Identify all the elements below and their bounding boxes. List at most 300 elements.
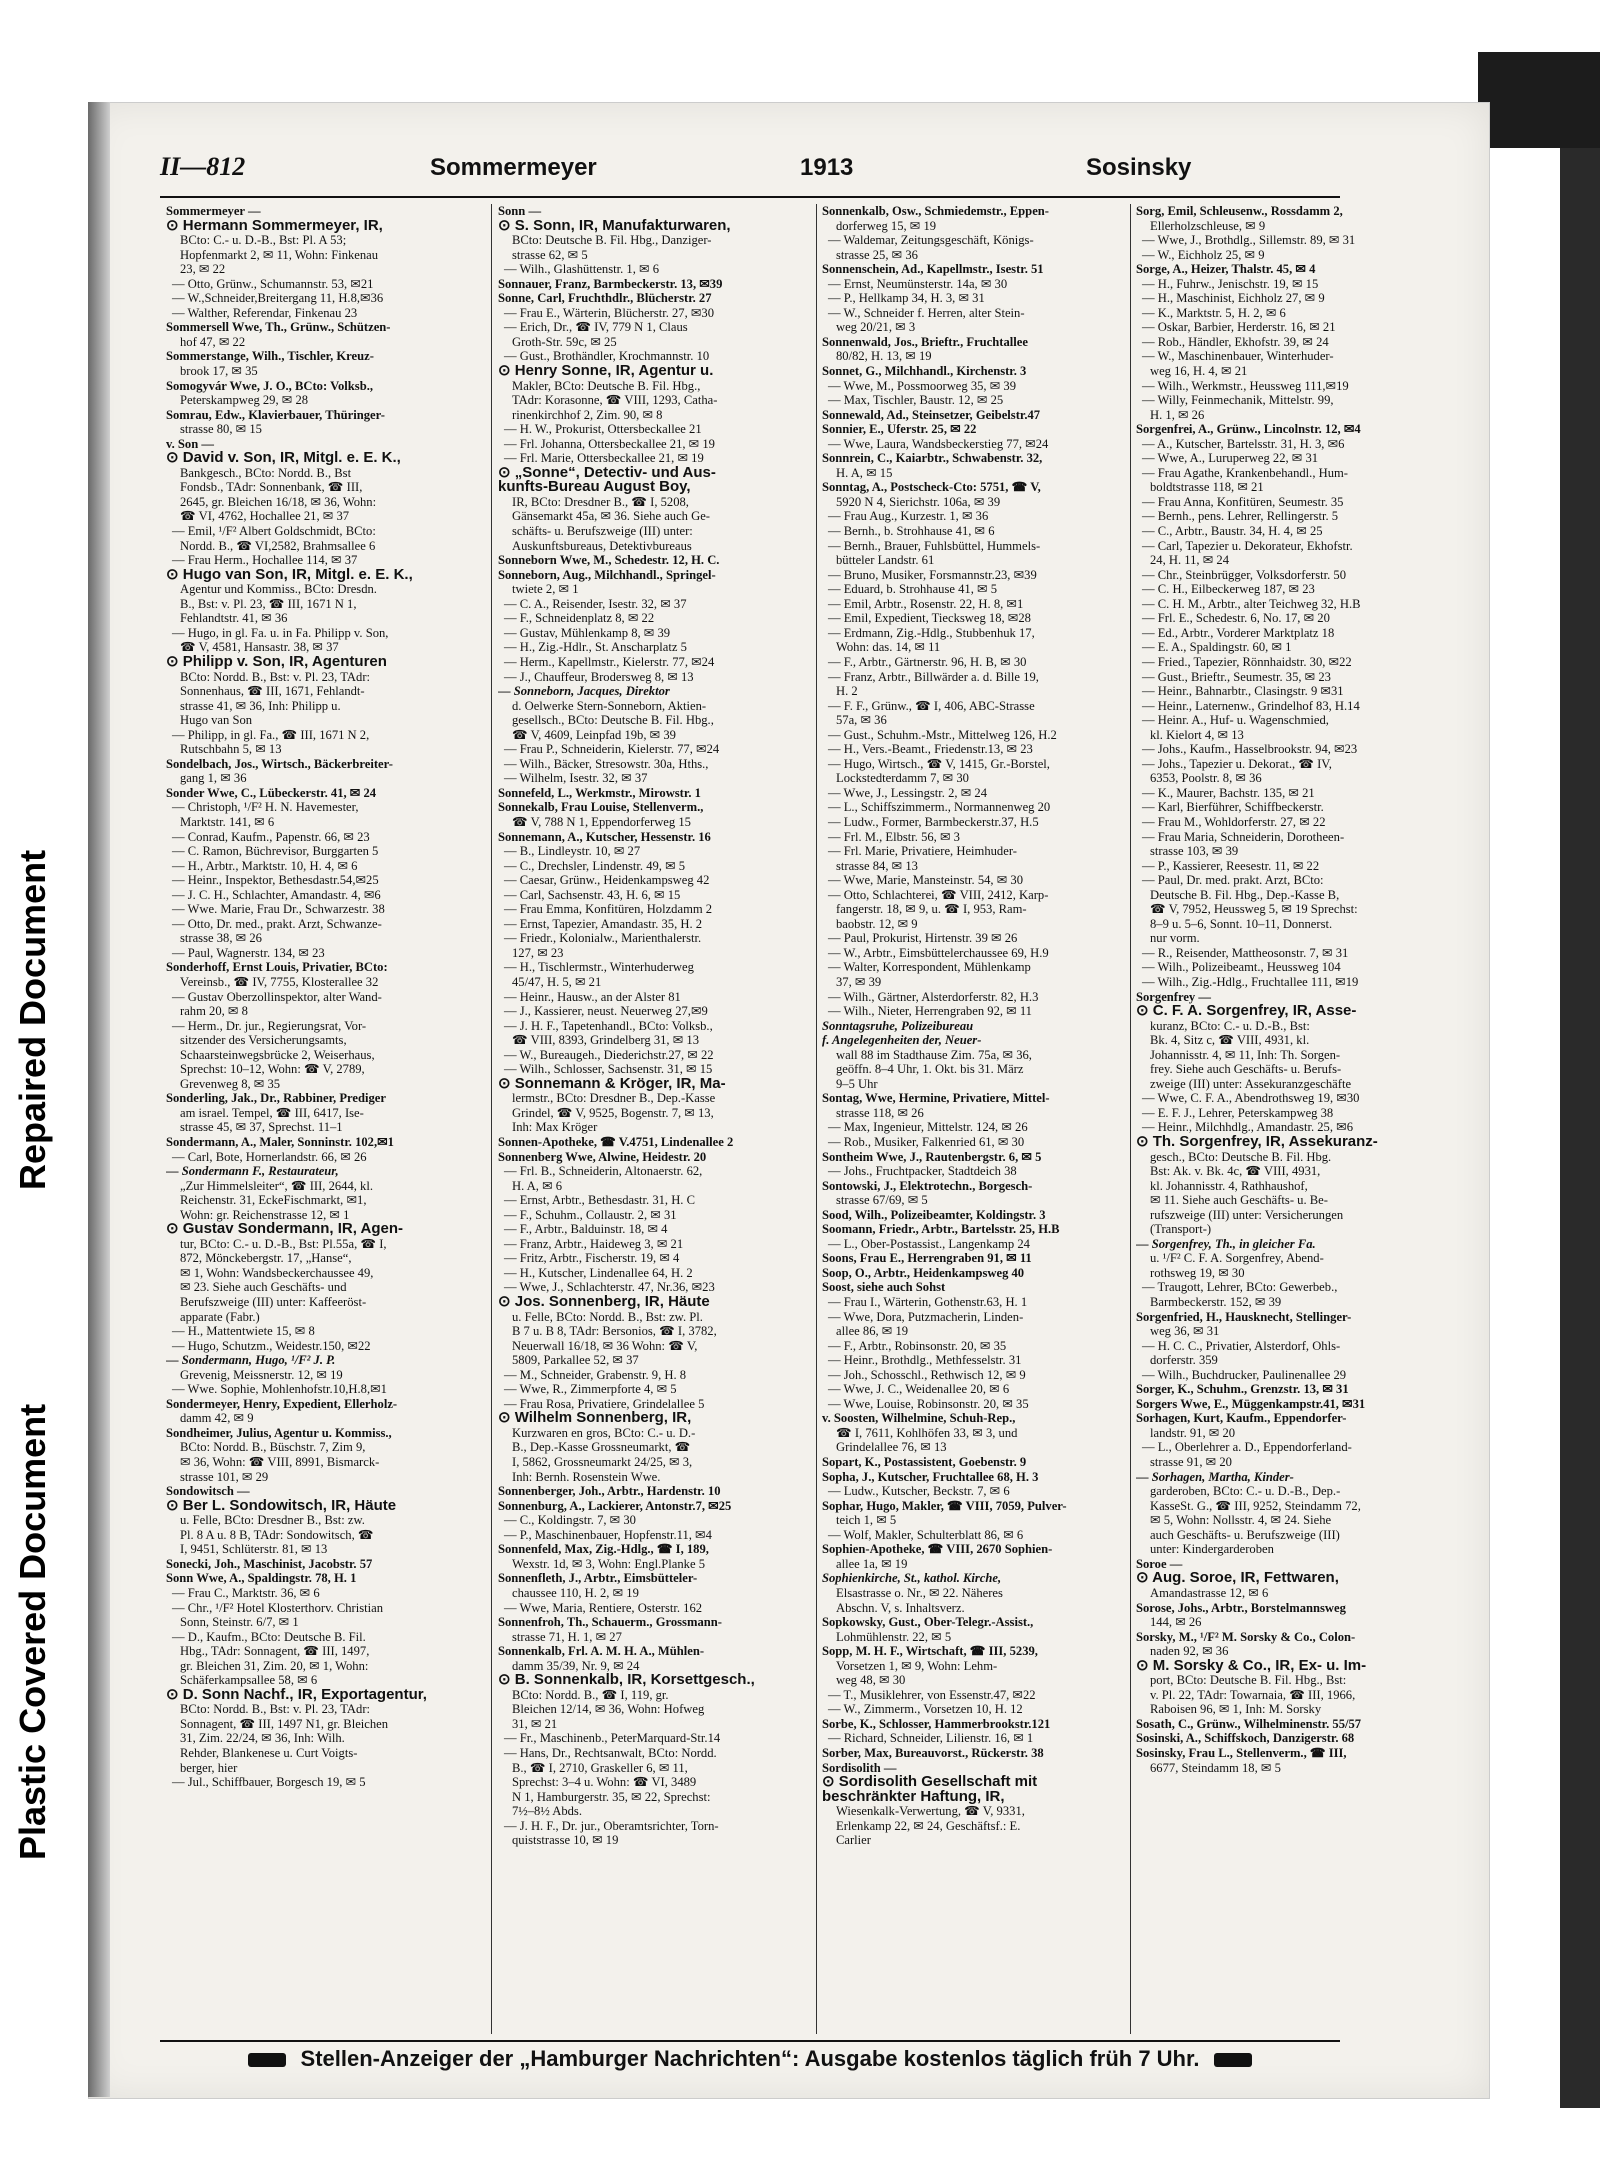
directory-entry: ☎ VIII, 8393, Grindelberg 31, ✉ 13 [512,1033,700,1048]
directory-entry: — H., Arbtr., Marktstr. 10, H. 4, ✉ 6 [172,858,358,873]
directory-entry: Sorsky, M., ¹/F² M. Sorsky & Co., Colon- [1136,1629,1356,1644]
directory-entry: H. 2 [836,684,858,699]
directory-entry: hof 47, ✉ 22 [180,334,246,349]
directory-entry: — Bernh., pens. Lehrer, Rellingerstr. 5 [1142,509,1339,524]
directory-entry: strasse 103, ✉ 39 [1150,844,1239,859]
directory-entry: Sonnekalb, Frau Louise, Stellenverm., [498,800,704,815]
directory-entry: Sopkowsky, Gust., Ober-Telegr.-Assist., [822,1615,1034,1630]
directory-entry: — Wwe, J. C., Weidenallee 20, ✉ 6 [828,1382,1010,1397]
directory-entry: — Frau I., Wärterin, Gothenstr.63, H. 1 [828,1295,1028,1310]
directory-entry: — J., Kassierer, neust. Neuerweg 27,✉9 [504,1004,708,1019]
directory-entry: ⊙ Hermann Sommermeyer, IR, [166,218,383,234]
directory-entry: Sopha, J., Kutscher, Fruchtallee 68, H. 3 [822,1469,1039,1484]
directory-entry: lermstr., BCto: Dresdner B., Dep.-Kasse [512,1091,716,1106]
directory-entry: — J. H. F., Dr. jur., Oberamtsrichter, Torn- [504,1818,719,1833]
directory-entry: strasse 71, H. 1, ✉ 27 [512,1629,622,1644]
directory-entry: BCto: Nordd. B., Bst: v. Pl. 23, TAdr: [180,669,371,684]
directory-entry: — T., Musiklehrer, von Essenstr.47, ✉22 [828,1687,1036,1702]
directory-entry: — Fried., Tapezier, Rönnhaidstr. 30, ✉22 [1142,654,1352,669]
directory-entry: Lockstedterdamm 7, ✉ 30 [836,771,969,786]
directory-entry: Sonder Wwe, C., Lübeckerstr. 41, ✉ 24 [166,785,377,800]
directory-entry: „Zur Himmelsleiter“, ☎ III, 2644, kl. [180,1178,373,1193]
directory-entry: — Max, Ingenieur, Mittelstr. 124, ✉ 26 [828,1120,1028,1135]
directory-entry: ☎ VI, 4762, Hochallee 21, ✉ 37 [180,509,350,524]
directory-entry: — Heinr., Laternenw., Grindelhof 83, H.14 [1142,698,1360,713]
directory-entry: — Rob., Musiker, Falkenried 61, ✉ 30 [828,1135,1025,1149]
directory-entry: geöffn. 8–4 Uhr, 1. Okt. bis 31. März [836,1062,1024,1077]
directory-entry: u. ¹/F² C. F. A. Sorgenfrey, Abend- [1150,1251,1324,1266]
directory-entry: rahm 20, ✉ 8 [180,1004,248,1019]
directory-entry: — P., Maschinenbauer, Hopfenstr.11, ✉4 [504,1527,712,1542]
directory-entry: — Willy, Feinmechanik, Mittelstr. 99, [1142,393,1334,408]
directory-entry: Sonnagent, ☎ III, 1497 N1, gr. Bleichen [180,1716,389,1731]
directory-entry: — Franz, Arbtr., Billwärder a. d. Bille 19, [828,669,1039,684]
directory-entry: I, 5862, Grossneumarkt 24/25, ✉ 3, [512,1455,693,1470]
directory-entry: — Paul, Dr. med. prakt. Arzt, BCto: [1142,873,1324,888]
directory-entry: sitzender des Versicherungsamts, [180,1033,347,1048]
directory-entry: — Erich, Dr., ☎ IV, 779 N 1, Claus [504,320,688,335]
directory-entry: Berufszweige (III) unter: Kaffeeröst- [180,1295,367,1310]
column-divider [1130,204,1131,2034]
directory-entry: — Gustav Oberzollinspektor, alter Wand- [172,989,382,1004]
directory-entry: Peterskampweg 29, ✉ 28 [180,393,309,408]
directory-entry: Inh: Bernh. Rosenstein Wwe. [512,1469,661,1484]
column-3 [822,204,1134,2032]
directory-entry: bütteler Landstr. 61 [836,553,935,568]
footer-text: Stellen-Anzeiger der „Hamburger Nachrichten“: Ausgabe kostenlos täglich früh 7 Uhr. [300,2046,1200,2071]
directory-entry: — Gustav, Mühlenkamp 8, ✉ 39 [504,625,671,640]
directory-entry: Johannisstr. 4, ✉ 11, Inh: Th. Sorgen- [1150,1047,1341,1062]
directory-entry: — Chr., ¹/F² Hotel Klosterthorv. Christian [172,1600,384,1615]
directory-entry: ⊙ Sonnemann & Kröger, IR, Ma- [498,1076,726,1092]
column-2 [498,204,810,2032]
directory-entry: port, BCto: Deutsche B. Fil. Hbg., Bst: [1150,1673,1347,1688]
directory-entry: ⊙ M. Sorsky & Co., IR, Ex- u. Im- [1136,1658,1367,1674]
directory-entry: — Paul, Prokurist, Hirtenstr. 39 ✉ 26 [828,931,1018,946]
directory-entry: tur, BCto: C.- u. D.-B., Bst: Pl.55a, ☎ I, [180,1236,387,1251]
directory-entry: — W., Arbtr., Eimsbüttelerchaussee 69, H.9 [828,945,1049,960]
directory-entry: Sprechst: 3–4 u. Wohn: ☎ VI, 3489 [512,1775,697,1790]
directory-entry: d. Oelwerke Stern-Sonneborn, Aktien- [512,698,707,713]
directory-entry: ⊙ D. Sonn Nachf., IR, Exportagentur, [166,1687,427,1703]
directory-entry: — Otto, Schlachterei, ☎ VIII, 2412, Karp- [828,887,1049,902]
directory-entry: Sorgenfried, H., Hausknecht, Stellinger- [1136,1309,1352,1324]
pointing-hand-icon [248,2053,286,2067]
directory-entry: 872, Mönckebergstr. 17, „Hanse“, [180,1251,352,1266]
directory-entry: Soomann, Friedr., Arbtr., Bartelsstr. 25, H.B [822,1222,1060,1237]
directory-entry: Sonnenfeld, Max, Zig.-Hdlg., ☎ I, 189, [498,1542,709,1557]
directory-entry: — H., Vers.-Beamt., Friedenstr.13, ✉ 23 [828,742,1033,757]
directory-entry: Agentur und Kommiss., BCto: Dresdn. [180,582,377,597]
directory-entry: — Sonneborn, Jacques, Direktor [498,684,670,699]
directory-entry: brook 17, ✉ 35 [180,364,258,379]
directory-entry: — Heinr., Inspektor, Bethesdastr.54,✉25 [172,873,379,888]
directory-entry: Sorber, Max, Bureauvorst., Rückerstr. 38 [822,1745,1044,1760]
directory-entry: — Frau Emma, Konfitüren, Holzdamm 2 [504,902,713,917]
column-1 [166,204,478,2032]
directory-entry: — Frau E., Wärterin, Blücherstr. 27, ✉30 [504,305,715,320]
directory-entry: — Carl, Bote, Hornerlandstr. 66, ✉ 26 [172,1149,367,1164]
directory-entry: — F., Schneidenplatz 8, ✉ 22 [504,611,655,626]
directory-entry: — Ludw., Former, Barmbeckerstr.37, H.5 [828,814,1039,829]
directory-entry: f. Angelegenheiten der, Neuer- [822,1033,982,1048]
directory-entry: Abschn. V, s. Inhaltsverz. [836,1600,965,1615]
directory-entry: Gänsemarkt 45a, ✉ 36. Siehe auch Ge- [512,509,710,524]
directory-entry: — Franz, Arbtr., Haideweg 3, ✉ 21 [504,1236,684,1251]
directory-entry: — H., Tischlermstr., Winterhuderweg [504,960,694,975]
directory-entry: kl. Kielort 4, ✉ 13 [1150,727,1244,742]
directory-entry: Sonnenkalb, Osw., Schmiedemstr., Eppen- [822,204,1049,218]
directory-entry: gang 1, ✉ 36 [180,771,247,786]
directory-entry: — Wilh., Schlosser, Sachsenstr. 31, ✉ 15 [504,1062,713,1077]
directory-entry: Bankgesch., BCto: Nordd. B., Bst [180,465,352,480]
directory-entry: — Frau C., Marktstr. 36, ✉ 6 [172,1585,320,1600]
directory-entry: (Transport-) [1150,1222,1212,1237]
footer-banner [160,2046,1340,2076]
directory-entry: — Emil, Arbtr., Rosenstr. 22, H. 8, ✉1 [828,596,1024,611]
directory-entry: N 1, Hamburgerstr. 35, ✉ 22, Sprechst: [512,1789,711,1804]
directory-entry: Grevenig, Meissnerstr. 12, ✉ 19 [180,1367,343,1382]
directory-entry: BCto: Nordd. B., Büschstr. 7, Zim 9, [180,1440,366,1455]
directory-entry: — F., Arbtr., Balduinstr. 18, ✉ 4 [504,1222,668,1237]
directory-entry: — Frl. B., Schneiderin, Altonaerstr. 62, [504,1164,703,1179]
directory-entry: — Hugo, in gl. Fa. u. in Fa. Philipp v. Son, [172,625,389,640]
directory-entry: — F. F., Grünw., ☎ I, 406, ABC-Strasse [828,698,1035,713]
directory-entry: — Christoph, ¹/F² H. N. Havemester, [172,800,359,815]
directory-entry: ⊙ „Sonne“, Detectiv- und Aus- [498,465,716,481]
directory-entry: 6353, Poolstr. 8, ✉ 36 [1150,771,1262,786]
directory-entry: — Wilh., Buchdrucker, Paulinenallee 29 [1142,1367,1347,1382]
directory-entry: Sosath, C., Grünw., Wilhelminenstr. 55/57 [1136,1716,1362,1731]
directory-entry: Sonn Wwe, A., Spaldingstr. 78, H. 1 [166,1571,357,1586]
directory-entry: Sonnenhaus, ☎ III, 1671, Fehlandt- [180,684,365,699]
column-divider [816,204,817,2034]
directory-entry: — Jul., Schiffbauer, Borgesch 19, ✉ 5 [172,1775,366,1790]
footer-rule [160,2040,1340,2042]
directory-entry: Reichenstr. 31, EckeFischmarkt, ✉1, [180,1193,367,1208]
directory-entry: Erlenkamp 22, ✉ 24, Geschäftsf.: E. [836,1818,1021,1833]
header-left-name: Sommermeyer [430,154,597,181]
directory-entry: — Frau P., Schneiderin, Kielerstr. 77, ✉24 [504,742,720,757]
directory-entry: Wiesenkalk-Verwertung, ☎ V, 9331, [836,1804,1025,1819]
directory-entry: — P., Kassierer, Reesestr. 11, ✉ 22 [1142,858,1320,873]
directory-entry: — Ludw., Kutscher, Beckstr. 7, ✉ 6 [828,1484,1010,1499]
directory-entry: — Wwe, J., Brothdlg., Sillemstr. 89, ✉ 31 [1142,233,1356,248]
directory-entry: Makler, BCto: Deutsche B. Fil. Hbg., [512,378,701,393]
directory-entry: Sorgenfrey — [1136,989,1211,1004]
directory-entry: ⊙ Aug. Soroe, IR, Fettwaren, [1136,1571,1339,1586]
directory-entry: Fondsb., TAdr: Sonnenbank, ☎ III, [180,480,363,495]
directory-entry: — Herm., Dr. jur., Regierungsrat, Vor- [172,1018,367,1033]
directory-entry: kunfts-Bureau August Boy, [498,480,691,495]
directory-entry: — L., Ober-Postassist., Langenkamp 24 [828,1236,1030,1251]
directory-entry: — Wwe, C. F. A., Abendrothsweg 19, ✉30 [1142,1091,1360,1106]
directory-entry: 6677, Steindamm 18, ✉ 5 [1150,1760,1281,1775]
directory-entry: Sophar, Hugo, Makler, ☎ VIII, 7059, Pulver- [822,1498,1067,1513]
directory-entry: KasseSt. G., ☎ III, 9252, Steindamm 72, [1150,1498,1361,1513]
directory-entry: Neuerwall 16/18, ✉ 36 Wohn: ☎ V, [512,1338,698,1353]
directory-entry: Sonneborn Wwe, M., Schedestr. 12, H. C. [498,553,720,568]
directory-entry: fangerstr. 18, ✉ 9, u. ☎ I, 953, Ram- [836,902,1027,917]
directory-entry: strasse 118, ✉ 26 [836,1105,924,1120]
directory-entry: damm 35/39, Nr. 9, ✉ 24 [512,1658,640,1673]
directory-entry: — Wwe, A., Luruperweg 22, ✉ 31 [1142,451,1319,466]
directory-entry: strasse 38, ✉ 26 [180,931,262,946]
directory-entry: damm 42, ✉ 9 [180,1411,254,1426]
directory-entry: — Heinr., Bahnarbtr., Clasingstr. 9 ✉31 [1142,684,1344,699]
directory-entry: Sorgers Wwe, E., Müggenkampstr.41, ✉31 [1136,1396,1366,1411]
directory-entry: Soop, O., Arbtr., Heidenkampsweg 40 [822,1265,1025,1280]
directory-entry: Sonntag, A., Postscheck-Cto: 5751, ☎ V, [822,480,1041,495]
directory-entry: ⊙ Wilhelm Sonnenberg, IR, [498,1411,692,1426]
directory-entry: — Wilh., Werkmstr., Heussweg 111,✉19 [1142,378,1349,393]
directory-entry: v. Soosten, Wilhelmine, Schuh-Rep., [822,1411,1016,1426]
directory-entry: Sonnemann, A., Kutscher, Hessenstr. 16 [498,829,711,844]
directory-entry: — Ernst, Tapezier, Amandastr. 35, H. 2 [504,916,703,931]
directory-entry: — Wwe, Laura, Wandsbeckerstieg 77, ✉24 [828,436,1049,451]
directory-entry: — Otto, Dr. med., prakt. Arzt, Schwanze- [172,916,382,931]
directory-entry: — Wilh., Gärtner, Alsterdorferstr. 82, H.3 [828,989,1039,1004]
directory-entry: Sondermann, A., Maler, Sonninstr. 102,✉1 [166,1135,394,1149]
directory-entry: Sonderling, Jak., Dr., Rabbiner, Prediger [166,1091,386,1106]
directory-entry: Grindelallee 76, ✉ 13 [836,1440,947,1455]
directory-entry: — Rob., Händler, Ekhofstr. 39, ✉ 24 [1142,334,1329,349]
directory-entry: ⊙ C. F. A. Sorgenfrey, IR, Asse- [1136,1004,1357,1019]
directory-entry: rothsweg 19, ✉ 30 [1150,1265,1245,1280]
directory-entry: Sophien-Apotheke, ☎ VIII, 2670 Sophien- [822,1542,1053,1557]
directory-entry: — Caesar, Grünw., Heidenkampsweg 42 [504,873,710,888]
directory-entry: Somogyvár Wwe, J. O., BCto: Volksb., [166,378,374,393]
directory-entry: Somrau, Edw., Klavierbauer, Thüringer- [166,407,385,422]
directory-entry: 9–5 Uhr [836,1076,878,1091]
directory-entry: Sood, Wilh., Polizeibeamter, Koldingstr. 3 [822,1207,1046,1222]
directory-entry: strasse 80, ✉ 15 [180,422,262,437]
directory-entry: 127, ✉ 23 [512,945,564,960]
directory-entry: — J. C. H., Schlachter, Amandastr. 4, ✉6 [172,887,381,902]
directory-entry: ☎ I, 7611, Kohlhöfen 33, ✉ 3, und [836,1425,1018,1440]
directory-entry: Sonntagsruhe, Polizeibureau [822,1018,974,1033]
directory-entry: — Frau Maria, Schneiderin, Dorotheen- [1142,829,1345,844]
directory-entry: — Carl, Sachsenstr. 43, H. 6, ✉ 15 [504,887,681,902]
directory-entry: — Karl, Bierführer, Schiffbeckerstr. [1142,800,1324,815]
directory-entry: Sonnenfroh, Th., Schauerm., Grossmann- [498,1615,722,1630]
directory-entry: v. Son — [166,436,214,451]
directory-entry: apparate (Fabr.) [180,1309,260,1324]
directory-entry: — Otto, Grünw., Schumannstr. 53, ✉21 [172,276,374,291]
directory-entry: allee 1a, ✉ 19 [836,1556,908,1571]
directory-entry: 37, ✉ 39 [836,974,882,989]
directory-entry: 45/47, H. 5, ✉ 21 [512,974,602,989]
directory-entry: v. Pl. 22, TAdr: Towarnaia, ☎ III, 1966, [1150,1687,1356,1702]
directory-entry: Sonnenburg, A., Lackierer, Antonstr.7, ✉25 [498,1498,732,1513]
directory-entry: Sonneborn, Aug., Milchhandl., Springel- [498,567,716,582]
directory-entry: — W., Maschinenbauer, Winterhuder- [1142,349,1334,364]
directory-entry: — Erdmann, Zig.-Hdlg., Stubbenhuk 17, [828,625,1035,640]
directory-entry: 31, ✉ 21 [512,1716,558,1731]
directory-entry: Grindel, ☎ V, 9525, Bogenstr. 7, ✉ 13, [512,1105,714,1120]
directory-entry: ⊙ B. Sonnenkalb, IR, Korsettgesch., [498,1673,755,1688]
directory-entry: — Bernh., Brauer, Fuhlsbüttel, Hummels- [828,538,1041,553]
directory-entry: BCto: C.- u. D.-B., Bst: Pl. A 53; [180,233,347,248]
scan-dark-corner [1478,52,1600,148]
directory-entry: Bleichen 12/14, ✉ 36, Wohn: Hofweg [512,1702,705,1717]
directory-entry: u. Felle, BCto: Nordd. B., Bst: zw. Pl. [512,1309,703,1324]
directory-entry: — Wilh., Bäcker, Stresowstr. 30a, Hths., [504,756,709,771]
directory-entry: — Hugo, Schutzm., Weidestr.150, ✉22 [172,1338,371,1353]
directory-entry: — Frau Rosa, Privatiere, Grindelallee 5 [504,1396,705,1411]
directory-entry: — C. H. M., Arbtr., alter Teichweg 32, H.B [1142,596,1361,611]
directory-entry: ⊙ Philipp v. Son, IR, Agenturen [166,654,387,670]
directory-entry: beschränkter Haftung, IR, [822,1789,1005,1805]
directory-entry: — Wilh., Nieter, Herrengraben 92, ✉ 11 [828,1004,1032,1019]
directory-entry: strasse 45, ✉ 37, Sprechst. 11–1 [180,1120,343,1135]
directory-entry: Raboisen 96, ✉ 1, Inh: M. Sorsky [1150,1702,1322,1717]
directory-entry: ⊙ Th. Sorgenfrey, IR, Assekuranz- [1136,1135,1378,1150]
directory-entry: — R., Reisender, Mattheosonstr. 7, ✉ 31 [1142,945,1349,960]
directory-entry: — W., Schneider f. Herren, alter Stein- [828,305,1025,320]
directory-entry: berger, hier [180,1760,238,1775]
directory-entry: dorferweg 15, ✉ 19 [836,218,937,233]
directory-entry: ⊙ S. Sonn, IR, Manufakturwaren, [498,218,731,234]
directory-entry: H. 1, ✉ 26 [1150,407,1205,422]
directory-entry: gr. Bleichen 31, Zim. 20, ✉ 1, Wohn: [180,1658,369,1673]
directory-entry: Sorbe, K., Schlosser, Hammerbrookstr.121 [822,1716,1051,1731]
directory-entry: Sommermeyer — [166,204,261,218]
directory-entry: — Wolf, Makler, Schulterblatt 86, ✉ 6 [828,1527,1024,1542]
side-label-plastic: Plastic Covered Document [12,1403,53,1860]
directory-entry: Schaarsteinwegsbrücke 2, Weiserhaus, [180,1047,375,1062]
directory-entry: — D., Kaufm., BCto: Deutsche B. Fil. [172,1629,366,1644]
directory-entry: — Fritz, Arbtr., Fischerstr. 19, ✉ 4 [504,1251,680,1266]
directory-entry: B., Dep.-Kasse Grossneumarkt, ☎ [512,1440,691,1455]
directory-entry: — Hugo, Wirtsch., ☎ V, 1415, Gr.-Borstel, [828,756,1050,771]
directory-entry: Wohn: gr. Reichenstrasse 12, ✉ 1 [180,1207,350,1222]
page-number: II—812 [160,152,246,181]
directory-entry: Sorg, Emil, Schleusenw., Rossdamm 2, [1136,204,1343,218]
directory-entry: ☎ V, 4609, Leinpfad 19b, ✉ 39 [512,727,676,742]
directory-entry: — Frl. Marie, Ottersbeckallee 21, ✉ 19 [504,451,704,466]
directory-entry: — Bernh., b. Strohhause 41, ✉ 6 [828,524,995,539]
directory-entry: Fehlandtstr. 41, ✉ 36 [180,611,288,626]
directory-entry: Bst: Ak. v. Bk. 4c, ☎ VIII, 4931, [1150,1164,1321,1179]
directory-entry: ☎ V, 4581, Hansastr. 38, ✉ 37 [180,640,339,655]
directory-entry: — L., Schiffszimmerm., Normannenweg 20 [828,800,1051,815]
directory-entry: garderoben, BCto: C.- u. D.-B., Dep.- [1150,1484,1341,1499]
directory-entry: teich 1, ✉ 5 [836,1513,897,1528]
directory-entry: quiststrasse 10, ✉ 19 [512,1833,619,1848]
directory-entry: — B., Lindleystr. 10, ✉ 27 [504,844,641,859]
directory-entry: ✉ 5, Wohn: Nollsstr. 4, ✉ 24. Siehe [1150,1513,1332,1528]
directory-entry: — J. H. F., Tapetenhandl., BCto: Volksb., [504,1018,713,1033]
directory-entry: Elsastrasse o. Nr., ✉ 22. Näheres [836,1585,1003,1600]
directory-entry: Sorger, K., Schuhm., Grenzstr. 13, ✉ 31 [1136,1382,1349,1397]
column-divider [491,204,492,2034]
directory-entry: — Heinr. A., Huf- u. Wagenschmied, [1142,713,1329,728]
directory-entry: — Joh., Schosschl., Rethwisch 12, ✉ 9 [828,1367,1026,1382]
directory-entry: ⊙ Ber L. Sondowitsch, IR, Häute [166,1498,397,1514]
directory-entry: Grevenweg 8, ✉ 35 [180,1076,281,1091]
directory-entry: Sondowitsch — [166,1484,250,1499]
directory-entry: Schäferkampsallee 58, ✉ 6 [180,1673,318,1688]
directory-entry: — Wwe, Louise, Robinsonstr. 20, ✉ 35 [828,1396,1029,1411]
directory-entry: — C., Drechsler, Lindenstr. 49, ✉ 5 [504,858,686,873]
directory-entry: — Friedr., Kolonialw., Marienthalerstr. [504,931,702,946]
directory-entry: — Johs., Fruchtpacker, Stadtdeich 38 [828,1164,1017,1179]
directory-entry: B., Bst: v. Pl. 23, ☎ III, 1671 N 1, [180,596,357,611]
directory-entry: — W., Bureaugeh., Diederichstr.27, ✉ 22 [504,1047,714,1062]
directory-entry: Sprechst: 10–12, Wohn: ☎ V, 2789, [180,1062,365,1077]
directory-entry: BCto: Deutsche B. Fil. Hbg., Danziger- [512,233,712,248]
directory-entry: Sopp, M. H. F., Wirtschaft, ☎ III, 5239, [822,1644,1038,1659]
directory-entry: — Wwe, Marie, Mansteinstr. 54, ✉ 30 [828,873,1023,888]
directory-entry: — W., Eichholz 25, ✉ 9 [1142,247,1265,262]
directory-entry: Sorgenfrei, A., Grünw., Lincolnstr. 12, ✉4 [1136,422,1361,437]
directory-entry: Amandastrasse 12, ✉ 6 [1150,1585,1269,1600]
directory-entry: — H., Zig.-Hdlr., St. Anscharplatz 5 [504,640,687,655]
directory-entry: Groth-Str. 59c, ✉ 25 [512,334,617,349]
directory-entry: — Traugott, Lehrer, BCto: Gewerbeb., [1142,1280,1338,1295]
column-4 [1136,204,1448,2032]
directory-entry: weg 36, ✉ 31 [1150,1324,1220,1339]
directory-entry: — Wwe. Sophie, Mohlenhofstr.10,H.8,✉1 [172,1382,387,1397]
directory-entry: dorferstr. 359 [1150,1353,1218,1368]
directory-entry: Sondermeyer, Henry, Expedient, Ellerholz- [166,1396,398,1411]
directory-entry: boldtstrasse 118, ✉ 21 [1150,480,1264,495]
directory-entry: strasse 67/69, ✉ 5 [836,1193,928,1208]
directory-entry: strasse 91, ✉ 20 [1150,1455,1232,1470]
directory-entry: — Wwe, R., Zimmerpforte 4, ✉ 5 [504,1382,677,1397]
directory-entry: Sonn — [498,204,542,218]
directory-entry: Pl. 8 A u. 8 B, TAdr: Sondowitsch, ☎ [180,1527,374,1542]
directory-entry: — Frau Agathe, Krankenbehandl., Hum- [1142,465,1348,480]
directory-entry: — H. W., Prokurist, Ottersbeckallee 21 [504,422,702,437]
directory-entry: — Emil, ¹/F² Albert Goldschmidt, BCto: [172,524,376,539]
directory-entry: Sosinsky, Frau L., Stellenverm., ☎ III, [1136,1745,1347,1760]
directory-entry: — W.,Schneider,Breitergang 11, H.8,✉36 [172,291,384,306]
directory-entry: — Eduard, b. Strohhause 41, ✉ 5 [828,582,998,597]
directory-entry: — C. H., Eilbeckerweg 187, ✉ 23 [1142,582,1315,597]
directory-entry: — Conrad, Kaufm., Papenstr. 66, ✉ 23 [172,829,370,844]
directory-entry: — Hans, Dr., Rechtsanwalt, BCto: Nordd. [504,1745,717,1760]
directory-entry: Soroe — [1136,1556,1183,1571]
directory-entry: chaussee 110, H. 2, ✉ 19 [512,1585,639,1600]
directory-entry: — Walther, Referendar, Finkenau 23 [172,305,358,320]
directory-entry: Sonne, Carl, Fruchthdlr., Blücherstr. 27 [498,291,712,306]
directory-entry: — H. C. C., Privatier, Alsterdorf, Ohls- [1142,1338,1341,1353]
directory-entry: ✉ 11. Siehe auch Geschäfts- u. Be- [1150,1193,1328,1208]
directory-entry: auch Geschäfts- u. Berufszweige (III) [1150,1527,1340,1542]
directory-entry: 8–9 u. 5–6, Sonnt. 10–11, Donnerst. [1150,916,1333,931]
directory-entry: 5920 N 4, Sierichstr. 106a, ✉ 39 [836,494,1001,509]
directory-entry: Sonnefeld, L., Werkmstr., Mirowstr. 1 [498,785,701,800]
directory-entry: strasse 25, ✉ 36 [836,247,918,262]
directory-entry: — Frau M., Wohldorferstr. 27, ✉ 22 [1142,814,1326,829]
directory-entry: Sorhagen, Kurt, Kaufm., Eppendorfer- [1136,1411,1347,1426]
directory-entry: Sonnen-Apotheke, ☎ V.4751, Lindenallee 2 [498,1135,734,1149]
directory-entry: — Frau Anna, Konfitüren, Seumestr. 35 [1142,494,1344,509]
directory-entry: am israel. Tempel, ☎ III, 6417, Ise- [180,1105,364,1120]
directory-entry: 80/82, H. 13, ✉ 19 [836,349,932,364]
page-binding-shadow [88,102,110,2097]
directory-entry: — K., Maurer, Bachstr. 135, ✉ 21 [1142,785,1315,800]
directory-entry: landstr. 91, ✉ 20 [1150,1425,1236,1440]
directory-entry: naden 92, ✉ 36 [1150,1644,1229,1659]
directory-entry: — Frl. E., Schedestr. 6, No. 17, ✉ 20 [1142,611,1330,626]
directory-entry: — Gust., Brieftr., Seumestr. 35, ✉ 23 [1142,669,1331,684]
directory-entry: — Johs., Kaufm., Hasselbrookstr. 94, ✉23 [1142,742,1358,757]
directory-entry: strasse 84, ✉ 13 [836,858,918,873]
directory-entry: gesch., BCto: Deutsche B. Fil. Hbg. [1150,1149,1332,1164]
